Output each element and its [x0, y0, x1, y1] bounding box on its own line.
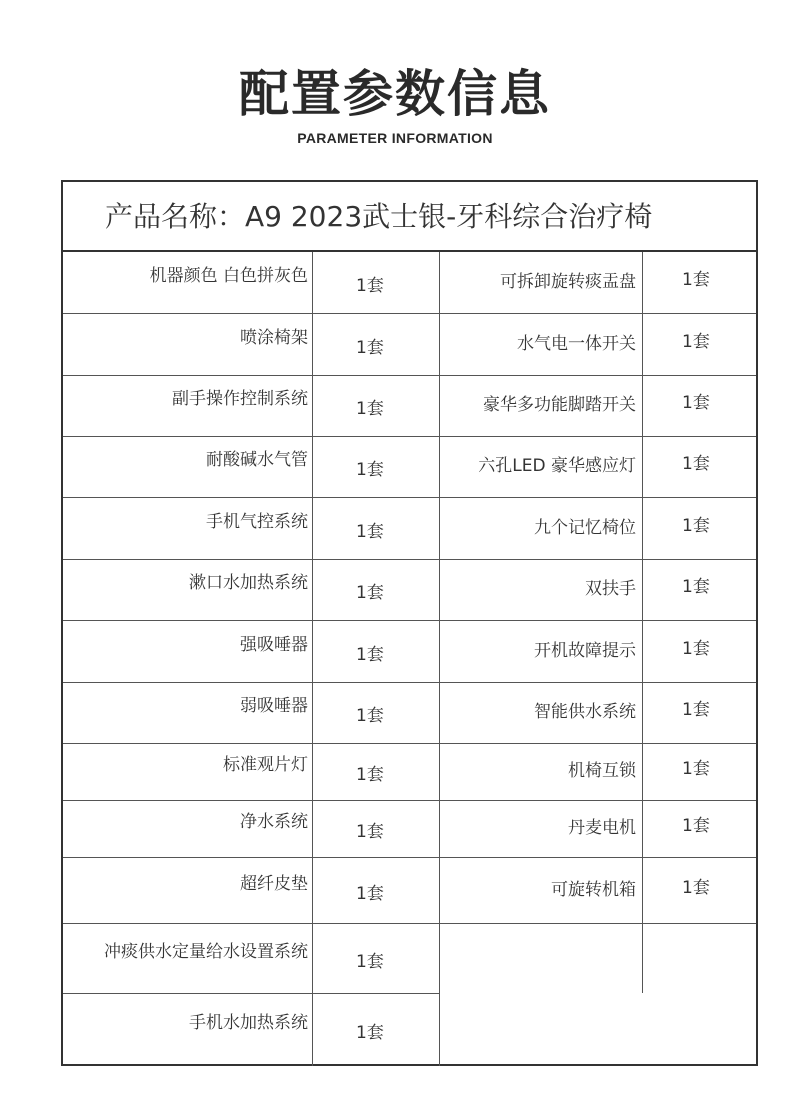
left-item-name: 漱口水加热系统	[189, 573, 308, 593]
right-item-qty: 1套	[682, 270, 710, 290]
left-item-name: 弱吸唾器	[240, 696, 308, 716]
left-item-qty: 1套	[356, 952, 384, 972]
left-item-qty: 1套	[356, 706, 384, 726]
left-item-qty: 1套	[356, 822, 384, 842]
left-item-name: 超纤皮垫	[240, 874, 308, 894]
right-item-qty: 1套	[682, 700, 710, 720]
right-item-qty: 1套	[682, 577, 710, 597]
right-item-name: 智能供水系统	[534, 702, 636, 722]
right-item-name: 双扶手	[585, 579, 636, 599]
right-item-name: 丹麦电机	[568, 818, 636, 838]
left-item-name: 冲痰供水定量给水设置系统	[104, 942, 308, 962]
column-divider	[642, 252, 643, 993]
right-item-qty: 1套	[682, 454, 710, 474]
right-item-qty: 1套	[682, 816, 710, 836]
right-item-qty: 1套	[682, 516, 710, 536]
right-item-qty: 1套	[682, 393, 710, 413]
right-item-name: 豪华多功能脚踏开关	[483, 395, 636, 415]
left-item-qty: 1套	[356, 460, 384, 480]
left-item-name: 喷涂椅架	[240, 328, 308, 348]
right-item-qty: 1套	[682, 332, 710, 352]
left-item-name: 强吸唾器	[240, 635, 308, 655]
right-item-name: 可旋转机箱	[551, 880, 636, 900]
left-item-name: 副手操作控制系统	[172, 389, 308, 409]
left-item-qty: 1套	[356, 338, 384, 358]
left-item-name: 手机水加热系统	[189, 1013, 308, 1033]
right-item-name: 机椅互锁	[568, 761, 636, 781]
left-item-qty: 1套	[356, 645, 384, 665]
right-item-name: 水气电一体开关	[517, 334, 636, 354]
left-item-qty: 1套	[356, 522, 384, 542]
right-item-name: 开机故障提示	[534, 641, 636, 661]
column-divider	[439, 252, 440, 1066]
left-item-qty: 1套	[356, 276, 384, 296]
left-item-qty: 1套	[356, 884, 384, 904]
right-item-name: 六孔LED 豪华感应灯	[478, 456, 636, 476]
right-item-name: 九个记忆椅位	[534, 518, 636, 538]
left-item-qty: 1套	[356, 399, 384, 419]
right-item-qty: 1套	[682, 639, 710, 659]
left-item-name: 标准观片灯	[223, 755, 308, 775]
page-title: 配置参数信息	[239, 65, 551, 123]
right-item-qty: 1套	[682, 878, 710, 898]
left-item-name: 净水系统	[240, 812, 308, 832]
parameter-table	[61, 180, 758, 1066]
left-item-name: 手机气控系统	[206, 512, 308, 532]
product-name: 产品名称：A9 2023武士银-牙科综合治疗椅	[63, 182, 756, 252]
left-item-qty: 1套	[356, 583, 384, 603]
column-divider	[312, 252, 313, 1066]
left-item-qty: 1套	[356, 765, 384, 785]
page-subtitle: PARAMETER INFORMATION	[297, 130, 493, 146]
right-item-qty: 1套	[682, 759, 710, 779]
left-item-name: 耐酸碱水气管	[206, 450, 308, 470]
left-item-name: 机器颜色 白色拼灰色	[149, 266, 308, 286]
left-item-qty: 1套	[356, 1023, 384, 1043]
right-item-name: 可拆卸旋转痰盂盘	[500, 272, 636, 292]
